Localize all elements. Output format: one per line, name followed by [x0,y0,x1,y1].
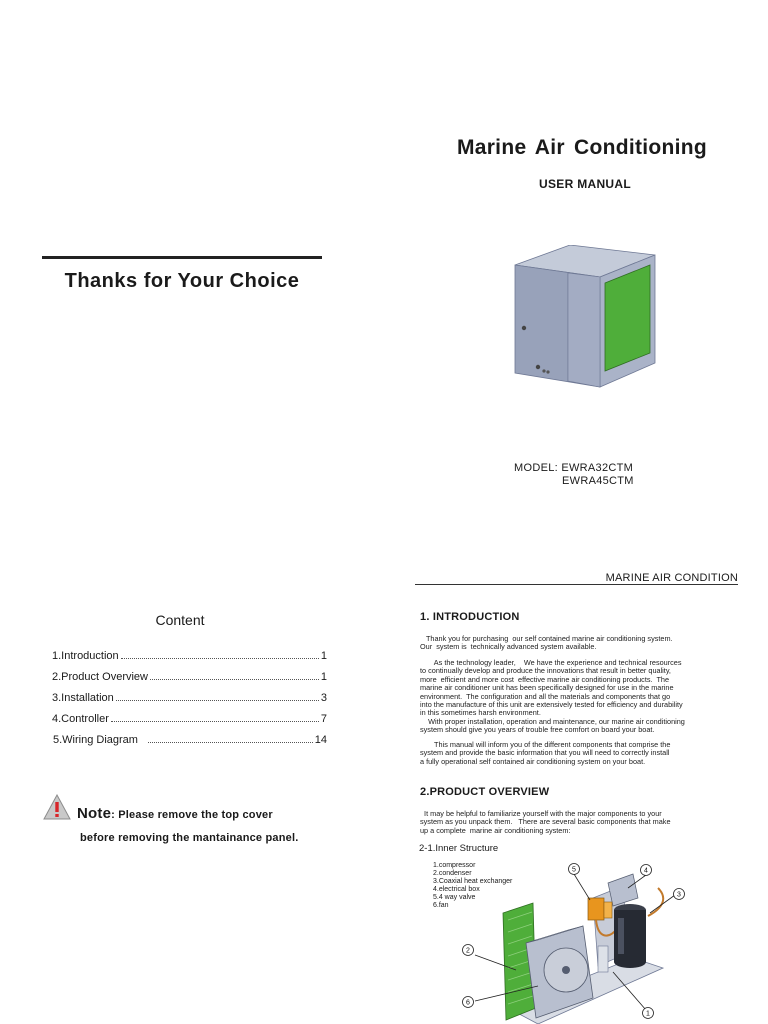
note-line-1: : Please remove the top cover [111,809,273,821]
toc-item-label: 3.Installation [52,692,114,704]
toc-item-page: 1 [320,671,327,683]
note-line-2: before removing the mantainance panel. [80,832,299,844]
part-item: 6.fan [433,902,449,909]
callout-3: 3 [677,891,681,899]
part-item: 4.electrical box [433,886,480,893]
toc-item-page: 14 [314,734,327,746]
introduction-heading: 1. INTRODUCTION [420,611,520,623]
thanks-divider [42,256,322,259]
parts-list [433,862,512,910]
callout-6: 6 [466,999,470,1007]
model-numbers [514,462,634,488]
thanks-heading: Thanks for Your Choice [64,270,300,292]
toc-item-label: 5.Wiring Diagram [53,734,138,746]
toc-item[interactable] [52,711,327,725]
toc-item[interactable] [52,669,327,683]
toc-leader [111,721,319,722]
toc-leader [116,700,319,701]
toc-item[interactable] [52,690,327,704]
part-item: 5.4 way valve [433,894,476,901]
toc-item[interactable] [52,648,327,662]
page-header-label: MARINE AIR CONDITION [605,572,738,584]
callout-2: 2 [466,947,470,955]
introduction-paragraph-1: Thank you for purchasing our self contained marine air conditioning system. Our system is technically advanced system available. [420,634,673,652]
toc-leader [150,679,319,680]
note-text [77,805,273,822]
product-overview-paragraph: It may be helpful to familiarize yourself with the major components to your system as you unpack them. There are several basic components that make up a complete marine air conditioning system: [420,809,671,835]
introduction-paragraph-3: This manual will inform you of the different components that comprise the system and provide the basic information that you will need to correctly install a fully operational self contained air conditioning system on your boat. [420,740,671,766]
manual-subtitle: USER MANUAL [539,177,631,191]
part-item: 1.compressor [433,862,476,869]
toc-title: Content [155,612,205,628]
part-item: 2.condenser [433,870,472,877]
toc-item-page: 3 [320,692,327,704]
model-1: EWRA32CTM [561,462,634,474]
warning-icon [43,794,71,820]
toc-item-page: 1 [320,650,327,662]
manual-title: Marine Air Conditioning [456,136,708,159]
callout-1: 1 [646,1010,650,1018]
toc-item-label: 1.Introduction [52,650,119,662]
product-overview-heading: 2.PRODUCT OVERVIEW [420,786,550,798]
toc-leader [148,742,313,743]
note-word: Note [77,805,112,822]
toc-item-label: 2.Product Overview [52,671,148,683]
part-item: 3.Coaxial heat exchanger [433,878,513,885]
toc-leader [121,658,319,659]
page-header-rule [415,584,738,585]
inner-structure-heading: 2-1.Inner Structure [419,843,499,854]
model-label: MODEL: [514,462,558,474]
toc-item-label: 4.Controller [52,713,109,725]
model-2: EWRA45CTM [562,475,634,487]
toc-item[interactable] [52,732,327,746]
introduction-paragraph-2: As the technology leader, We have the experience and technical resources to continually develop and produce the innovations that result in better quality, more efficient and more cost effective marine air conditioning products. The marine air conditioner unit has been specifically designed for use in the marine environment. The configuration and all the materials and components that go into the manufacture of this unit are extensively tested for efficiency and durability in this sometimes harsh environment. With proper installation, operation and maintenance, our marine air conditioning system should give you years of trouble free comfort on board your boat. [420,658,685,735]
callout-4: 4 [644,867,648,875]
toc-item-page: 7 [320,713,327,725]
callout-5: 5 [572,866,576,874]
air-conditioner-unit-image [510,245,660,390]
